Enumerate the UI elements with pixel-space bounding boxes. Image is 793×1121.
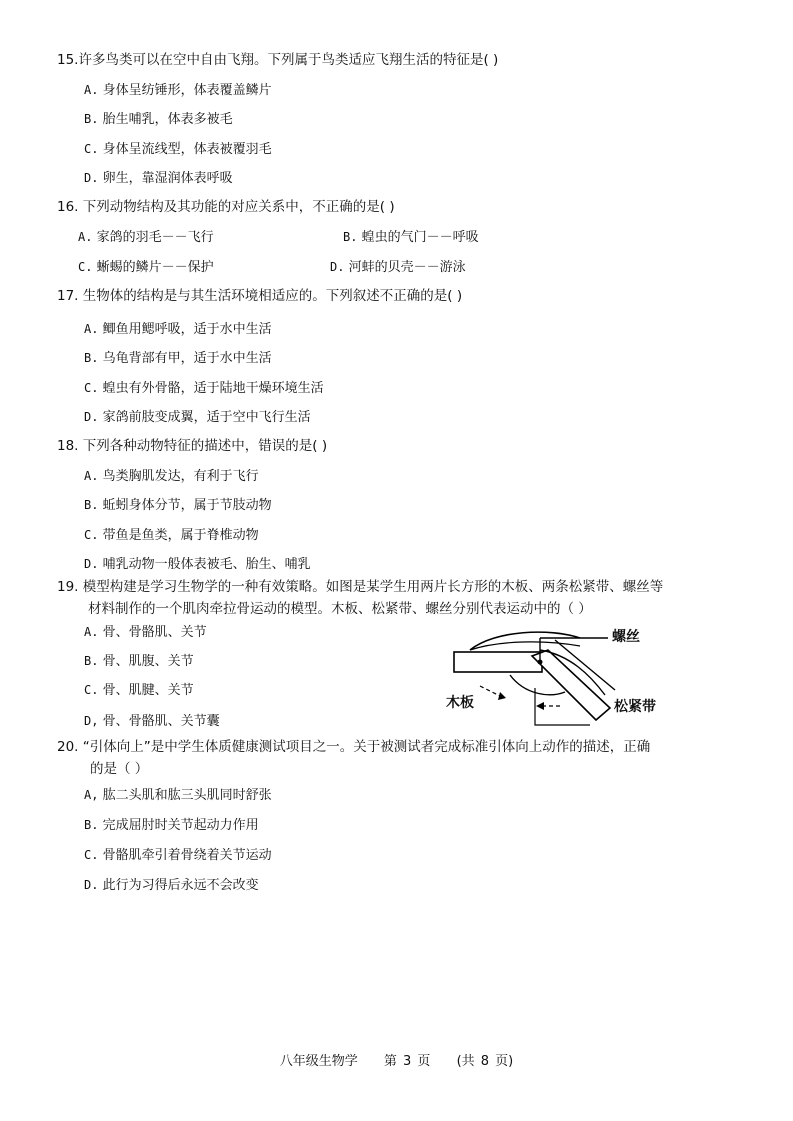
option-text: 身体呈纺锤形，体表覆盖鳞片: [102, 83, 272, 98]
option-label: C.: [84, 381, 99, 395]
option-label: D.: [330, 260, 345, 274]
question-16-option-b[interactable]: [343, 228, 479, 247]
label-band: 松紧带: [614, 699, 656, 715]
option-label: B.: [84, 351, 99, 365]
option-text: 蝗虫有外骨骼，适于陆地干燥环境生活: [102, 381, 324, 396]
question-19-option-c[interactable]: [84, 681, 194, 700]
question-19-option-d[interactable]: [84, 712, 220, 731]
option-label: A,: [84, 788, 99, 802]
question-19-stem-line1: 19. 模型构建是学习生物学的一种有效策略。如图是某学生用两片长方形的木板、两条松紧带、螺丝等: [57, 579, 664, 595]
arrowhead-left: [498, 692, 506, 700]
option-label: A.: [84, 322, 99, 336]
question-16-option-c[interactable]: [78, 258, 214, 277]
footer-total-pages: (共 8 页): [456, 1054, 514, 1069]
option-text: 身体呈流线型，体表被覆羽毛: [102, 142, 272, 157]
question-20-option-d[interactable]: [84, 876, 259, 895]
question-20-option-c[interactable]: [84, 846, 272, 865]
footer-subject: 八年级生物学: [279, 1054, 358, 1069]
question-20-option-b[interactable]: [84, 816, 259, 835]
option-label: A.: [84, 469, 99, 483]
option-text: 鲫鱼用鳃呼吸，适于水中生活: [102, 322, 272, 337]
question-17-option-b[interactable]: [84, 349, 272, 368]
option-text: 蚯蚓身体分节，属于节肢动物: [102, 498, 272, 513]
question-18-stem: 18. 下列各种动物特征的描述中，错误的是( ): [57, 438, 328, 454]
option-label: D.: [84, 410, 99, 424]
option-label: A.: [84, 625, 99, 639]
option-text: 蜥蜴的鳞片－－保护: [96, 260, 214, 275]
question-20-option-a[interactable]: [84, 786, 272, 805]
option-label: B.: [84, 498, 99, 512]
dashed-arrow-left: [480, 686, 500, 696]
option-label: C.: [84, 528, 99, 542]
muscle-model-drawing: [440, 620, 680, 740]
question-19-option-b[interactable]: [84, 652, 194, 671]
option-label: A.: [84, 83, 99, 97]
label-screw: 螺丝: [612, 629, 640, 645]
option-label: B.: [84, 112, 99, 126]
option-label: C.: [78, 260, 93, 274]
option-label: B.: [84, 654, 99, 668]
option-text: 骨、肌腹、关节: [102, 654, 194, 669]
option-text: 骨、骨骼肌、关节囊: [102, 714, 220, 729]
option-text: 胎生哺乳，体表多被毛: [102, 112, 233, 127]
option-text: 骨骼肌牵引着骨绕着关节运动: [102, 848, 272, 863]
page-footer: [0, 1050, 793, 1069]
option-text: 河蚌的贝壳－－游泳: [348, 260, 466, 275]
footer-page-number: 第 3 页: [383, 1054, 431, 1069]
option-label: D.: [84, 171, 99, 185]
question-17-option-c[interactable]: [84, 379, 324, 398]
option-text: 卵生，靠湿润体表呼吸: [102, 171, 233, 186]
option-text: 肱二头肌和肱三头肌同时舒张: [102, 788, 272, 803]
question-17-option-a[interactable]: [84, 320, 272, 339]
question-18-option-d[interactable]: [84, 555, 311, 574]
option-text: 哺乳动物一般体表被毛、胎生、哺乳: [102, 557, 311, 572]
muscle-model-diagram: [440, 620, 680, 740]
question-18-option-c[interactable]: [84, 526, 259, 545]
option-text: 完成屈肘时关节起动力作用: [102, 818, 259, 833]
option-label: C.: [84, 848, 99, 862]
question-20-stem-line2: 的是（ ）: [90, 761, 149, 777]
option-label: D.: [84, 557, 99, 571]
question-19-option-a[interactable]: [84, 623, 207, 642]
option-label: B.: [343, 230, 358, 244]
option-text: 乌龟背部有甲，适于水中生活: [102, 351, 272, 366]
option-text: 骨、骨骼肌、关节: [102, 625, 207, 640]
label-board: 木板: [446, 695, 474, 711]
question-18-option-b[interactable]: [84, 496, 272, 515]
option-text: 家鸽前肢变成翼，适于空中飞行生活: [102, 410, 311, 425]
question-19-stem-line2: 材料制作的一个肌肉牵拉骨运动的模型。木板、松紧带、螺丝分别代表运动中的（ ）: [88, 601, 592, 617]
option-label: D,: [84, 714, 99, 728]
option-label: A.: [78, 230, 93, 244]
question-15-option-b[interactable]: [84, 110, 233, 129]
option-label: C.: [84, 683, 99, 697]
question-20-stem-line1: 20. “引体向上”是中学生体质健康测试项目之一。关于被测试者完成标准引体向上动作的描述，正确: [57, 739, 651, 755]
option-label: B.: [84, 818, 99, 832]
option-text: 带鱼是鱼类，属于脊椎动物: [102, 528, 259, 543]
option-text: 鸟类胸肌发达，有利于飞行: [102, 469, 259, 484]
question-16-option-a[interactable]: [78, 228, 214, 247]
question-18-option-a[interactable]: [84, 467, 259, 486]
option-text: 此行为习得后永远不会改变: [102, 878, 259, 893]
question-15-option-a[interactable]: [84, 81, 272, 100]
question-15-option-c[interactable]: [84, 140, 272, 159]
option-text: 家鸽的羽毛－－飞行: [96, 230, 214, 245]
option-text: 蝗虫的气门－－呼吸: [361, 230, 479, 245]
upper-band-curve-inner: [470, 642, 580, 650]
question-16-option-d[interactable]: [330, 258, 466, 277]
horizontal-board: [454, 652, 542, 672]
question-16-stem: 16. 下列动物结构及其功能的对应关系中，不正确的是( ): [57, 199, 395, 215]
question-15-stem: 15.许多鸟类可以在空中自由飞翔。下列属于鸟类适应飞翔生活的特征是( ): [57, 52, 499, 68]
question-17-stem: 17. 生物体的结构是与其生活环境相适应的。下列叙述不正确的是( ): [57, 288, 463, 304]
question-17-option-d[interactable]: [84, 408, 311, 427]
option-label: C.: [84, 142, 99, 156]
option-label: D.: [84, 878, 99, 892]
option-text: 骨、肌腱、关节: [102, 683, 194, 698]
question-15-option-d[interactable]: [84, 169, 233, 188]
arrowhead-right: [536, 702, 544, 710]
